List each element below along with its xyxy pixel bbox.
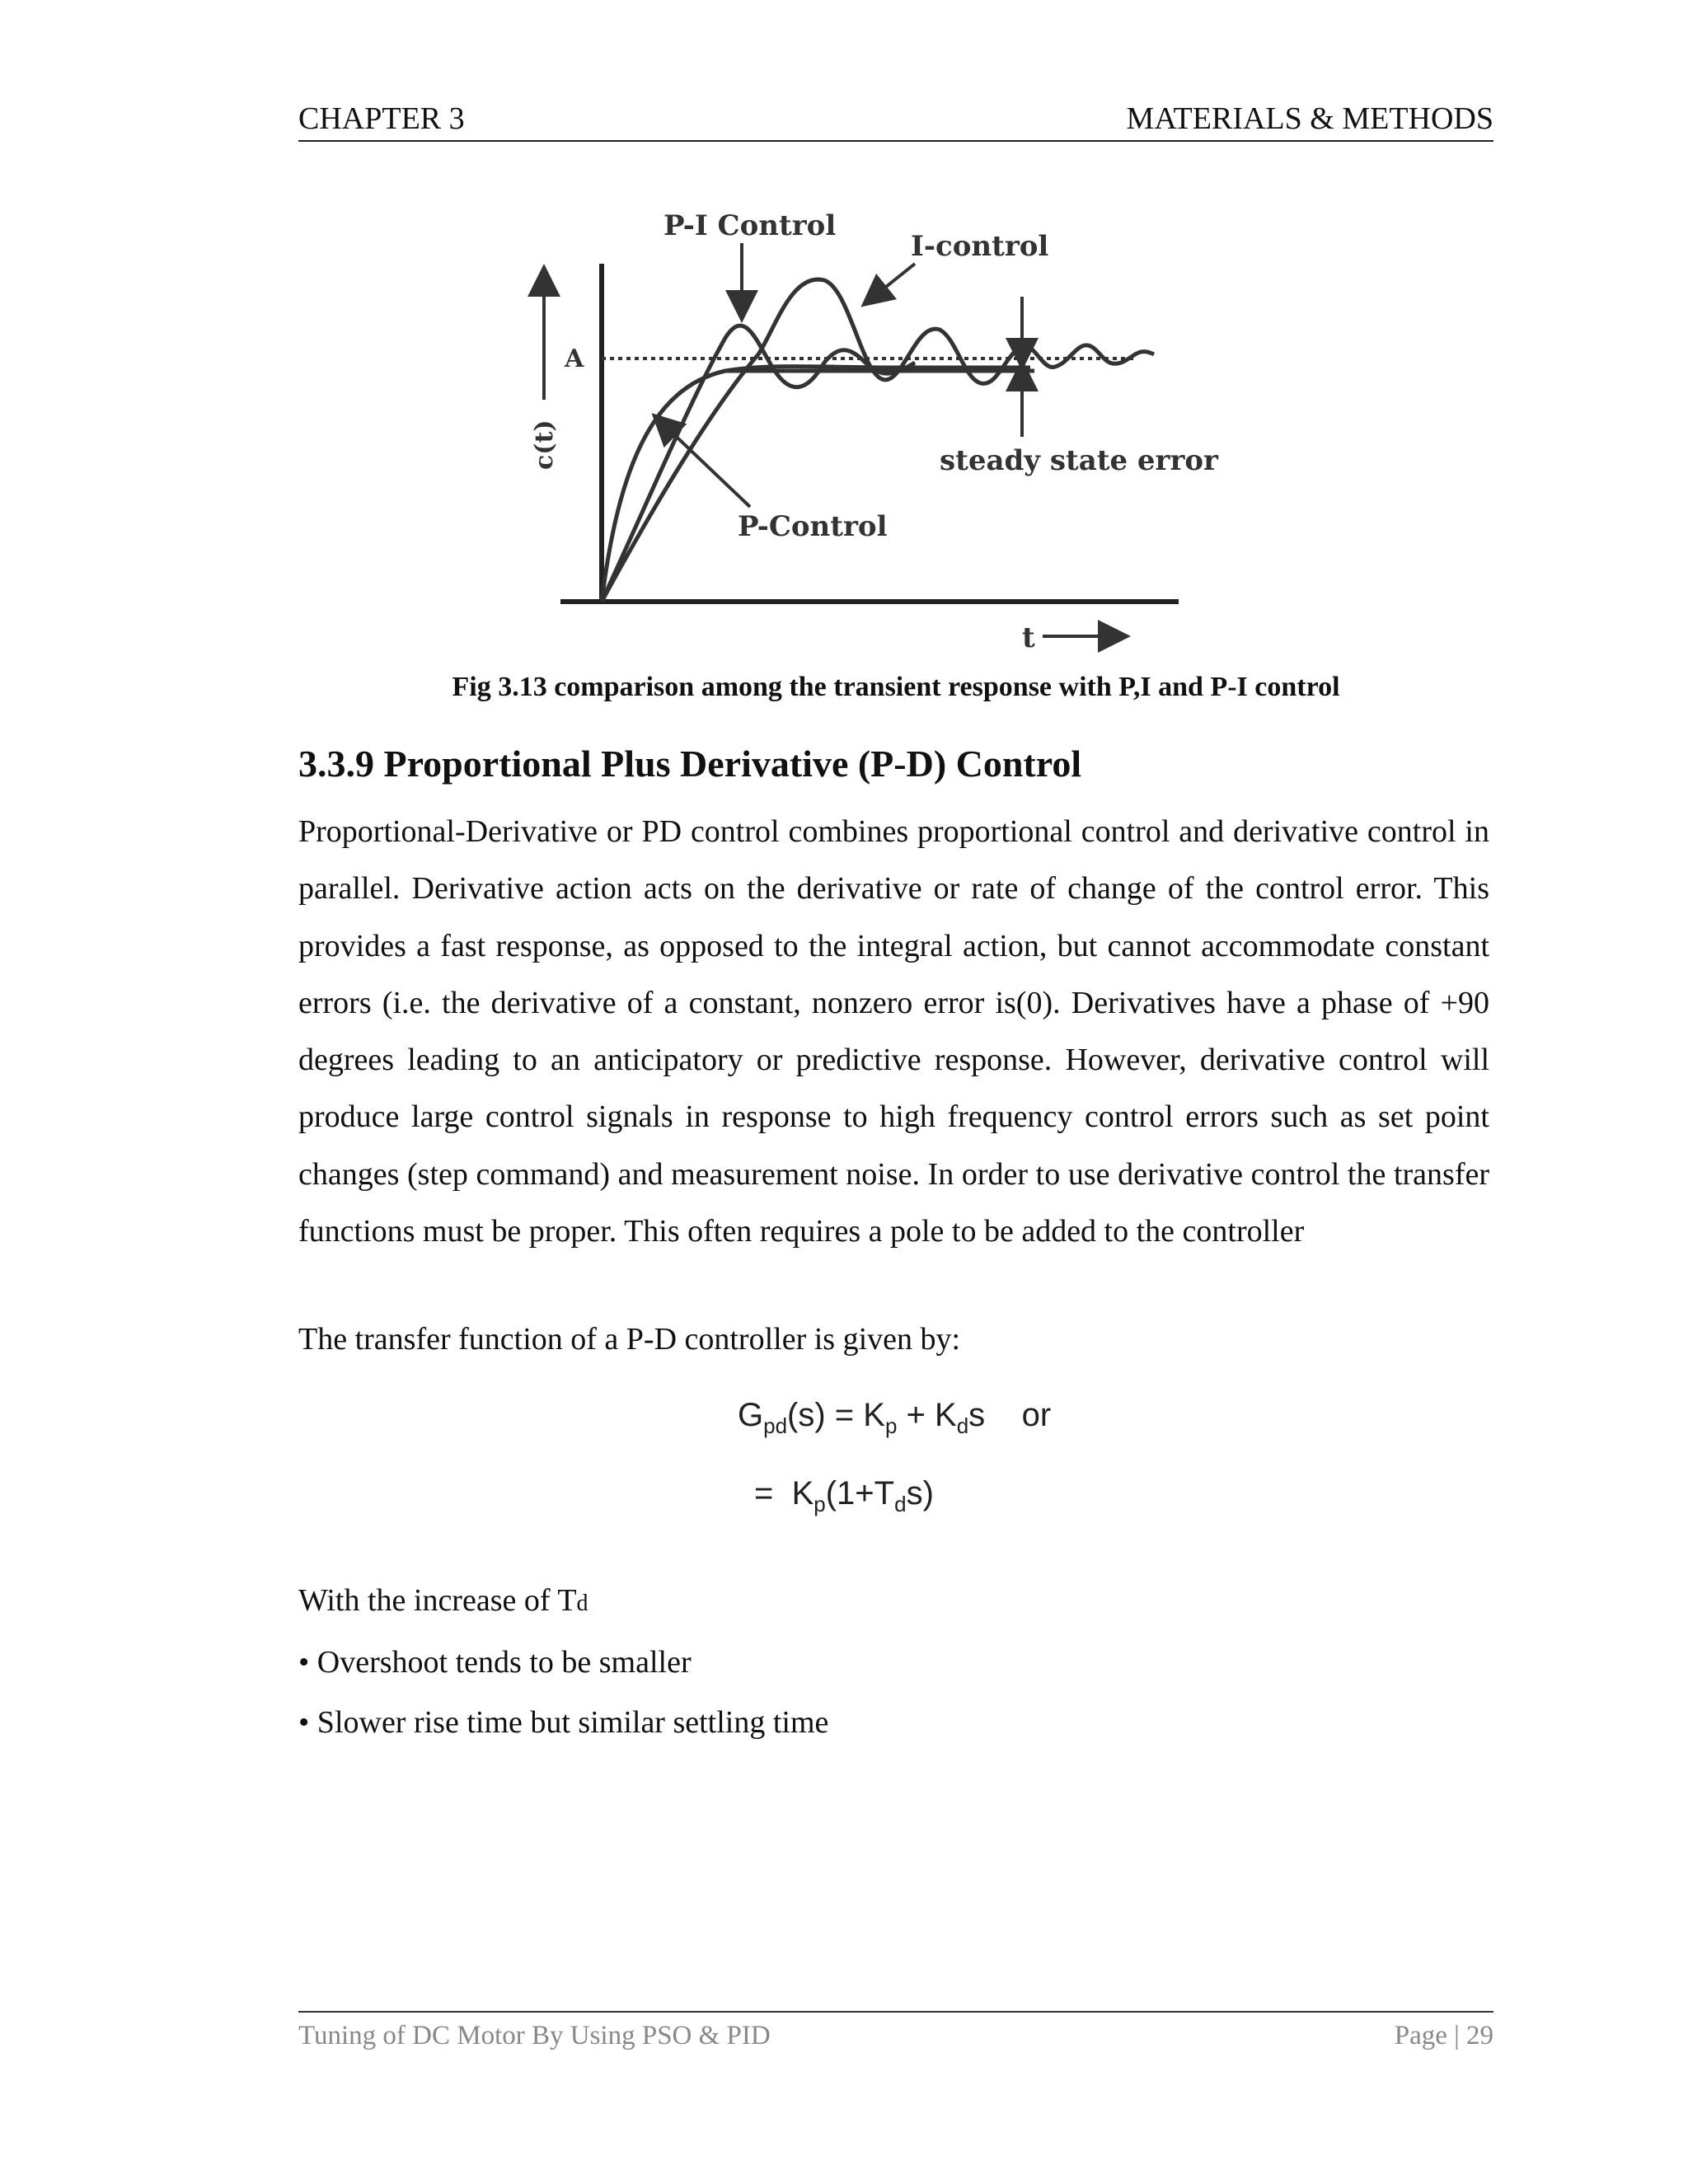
- eq-plus: + K: [897, 1397, 957, 1433]
- eq-kd-sub: d: [956, 1413, 969, 1438]
- equation-line-2: [754, 1475, 934, 1517]
- eq-g: G: [738, 1397, 764, 1433]
- increase-sub: d: [576, 1591, 588, 1616]
- eq2-td-sub: d: [894, 1492, 907, 1516]
- pi-control-label: P-I Control: [663, 209, 837, 242]
- i-control-pointer: [874, 264, 915, 297]
- footer-title: Tuning of DC Motor By Using PSO & PID: [298, 2021, 771, 2050]
- eq-mid: (s) = K: [787, 1397, 885, 1433]
- level-a-label: A: [565, 344, 584, 373]
- eq2-end: s): [906, 1475, 934, 1511]
- bullet-item-1: • Overshoot tends to be smaller: [298, 1645, 692, 1680]
- page-header: [298, 97, 1493, 142]
- transient-response-figure: [528, 198, 1253, 659]
- eq-kp-sub: p: [884, 1413, 898, 1438]
- eq2-kp-sub: p: [814, 1492, 826, 1516]
- page-number: Page | 29: [1394, 2021, 1493, 2050]
- transfer-intro: The transfer function of a P-D controller is given by:: [298, 1322, 961, 1357]
- bullet-item-2: • Slower rise time but similar settling time: [298, 1705, 829, 1740]
- increase-text: [298, 1582, 588, 1619]
- eq2-eq: = K: [754, 1475, 814, 1511]
- x-axis-label: t: [1022, 621, 1035, 654]
- eq-pd-sub: pd: [763, 1413, 788, 1438]
- steady-state-error-label: steady state error: [940, 444, 1218, 477]
- eq2-tail: (1+T: [825, 1475, 895, 1511]
- transfer-function-equation: [738, 1393, 1150, 1541]
- body-paragraph: [298, 804, 1489, 1260]
- p-control-pointer: [663, 424, 750, 507]
- increase-prefix: With the increase of T: [298, 1583, 577, 1618]
- paragraph-text: Proportional-Derivative or PD control combines proportional control and derivative control in parallel. Derivative action acts on the derivative or rate of change of the control error. This provides a fast response, as opposed to the integral action, but cannot accommodate constant errors (i.e. the derivative of a constant, nonzero error is(0). Derivatives have a phase of +90 degrees leading to an anticipatory or predictive response. However, derivative control will produce large control signals in response to high frequency control errors such as set point changes (step command) and measurement noise. In order to use derivative control the transfer functions must be proper. This often requires a pole to be added to the controller: [298, 814, 1489, 1249]
- i-control-curve: [602, 279, 1154, 602]
- p-control-curve: [602, 367, 1030, 602]
- chapter-label: CHAPTER 3: [298, 101, 465, 136]
- section-heading-label: MATERIALS & METHODS: [1126, 101, 1493, 136]
- equation-line-1: [738, 1397, 1051, 1439]
- y-axis-label: c(t): [530, 419, 559, 470]
- p-control-label: P-Control: [738, 510, 888, 543]
- page-footer: [298, 2011, 1493, 2062]
- eq-tail: s or: [968, 1397, 1052, 1433]
- response-diagram: [528, 198, 1253, 659]
- figure-caption: Fig 3.13 comparison among the transient response with P,I and P-I control: [452, 672, 1340, 702]
- i-control-label: I-control: [911, 230, 1049, 263]
- section-title: 3.3.9 Proportional Plus Derivative (P-D) Control: [298, 743, 1082, 785]
